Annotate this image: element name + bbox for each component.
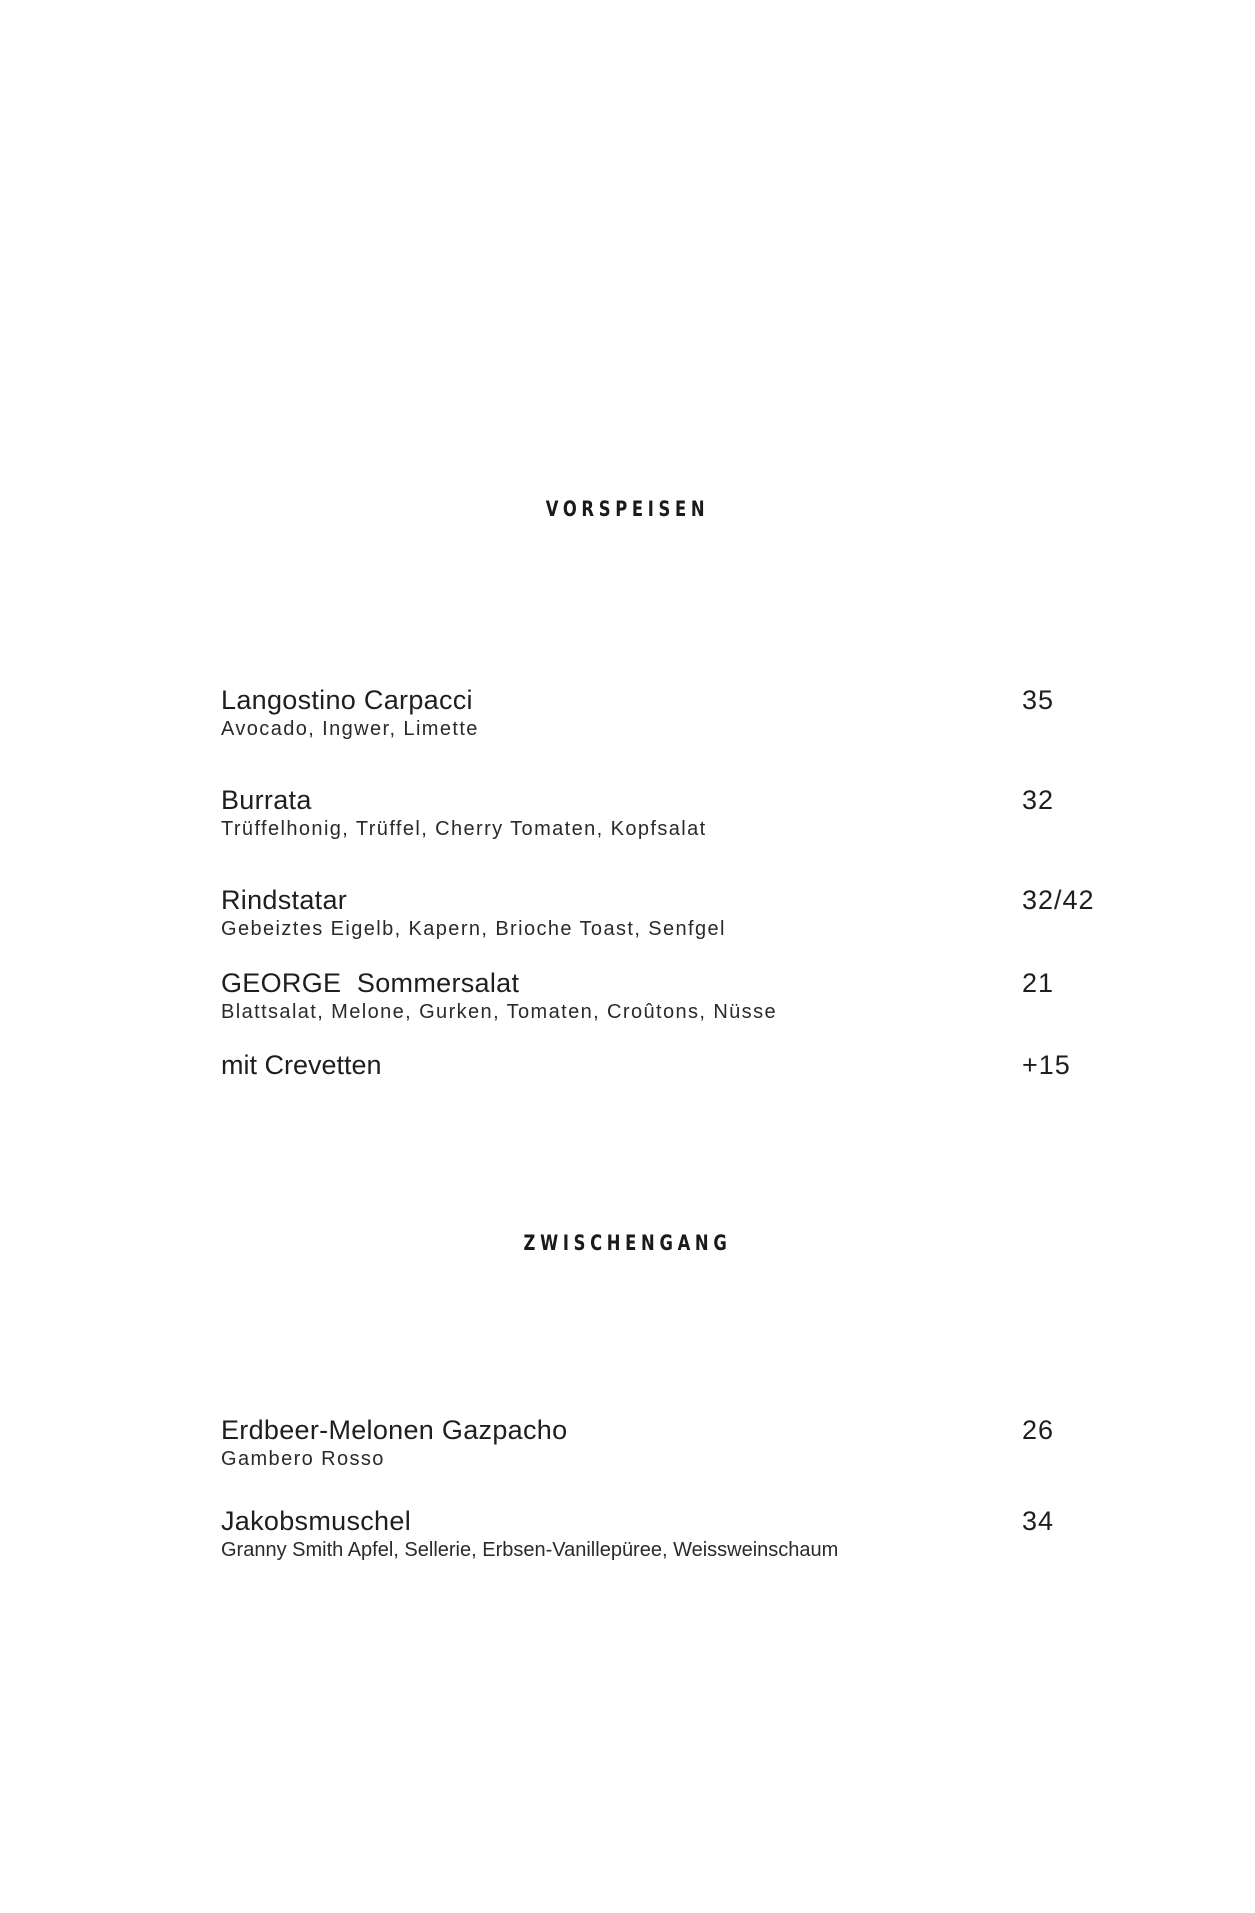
menu-item-mit-crevetten xyxy=(221,1049,1121,1081)
menu-item-rindstatar xyxy=(221,884,1121,942)
menu-item-jakobsmuschel xyxy=(221,1505,1121,1563)
item-price: 26 xyxy=(1022,1415,1055,1445)
item-price: +15 xyxy=(1022,1050,1071,1080)
item-name: Erdbeer-Melonen Gazpacho xyxy=(221,1415,568,1445)
section-title-zwischengang: ZWISCHENGANG xyxy=(523,1231,732,1255)
menu-item-burrata xyxy=(221,784,1121,842)
item-name: Rindstatar xyxy=(221,885,348,915)
item-description: Gebeiztes Eigelb, Kapern, Brioche Toast, Senfgel xyxy=(221,918,726,940)
item-description: Granny Smith Apfel, Sellerie, Erbsen-Vanillepüree, Weissweinschaum xyxy=(221,1539,839,1561)
item-name: mit Crevetten xyxy=(221,1050,382,1080)
item-price: 35 xyxy=(1022,685,1055,715)
item-price: 34 xyxy=(1022,1506,1055,1536)
item-description: Trüffelhonig, Trüffel, Cherry Tomaten, Kopfsalat xyxy=(221,818,707,840)
item-description: Avocado, Ingwer, Limette xyxy=(221,718,479,740)
item-name: Langostino Carpacci xyxy=(221,685,473,715)
item-price: 32 xyxy=(1022,785,1055,815)
section-title-vorspeisen: VORSPEISEN xyxy=(545,497,710,521)
item-price: 21 xyxy=(1022,968,1055,998)
item-name: Jakobsmuschel xyxy=(221,1506,411,1536)
item-name: Burrata xyxy=(221,785,312,815)
item-description: Blattsalat, Melone, Gurken, Tomaten, Croûtons, Nüsse xyxy=(221,1001,778,1023)
menu-item-erdbeer-melonen-gazpacho xyxy=(221,1414,1121,1472)
item-description: Gambero Rosso xyxy=(221,1448,385,1470)
item-price: 32/42 xyxy=(1022,885,1095,915)
item-name: GEORGE Sommersalat xyxy=(221,968,520,998)
menu-item-langostino-carpacci xyxy=(221,684,1121,742)
menu-item-george-sommersalat xyxy=(221,967,1121,1025)
